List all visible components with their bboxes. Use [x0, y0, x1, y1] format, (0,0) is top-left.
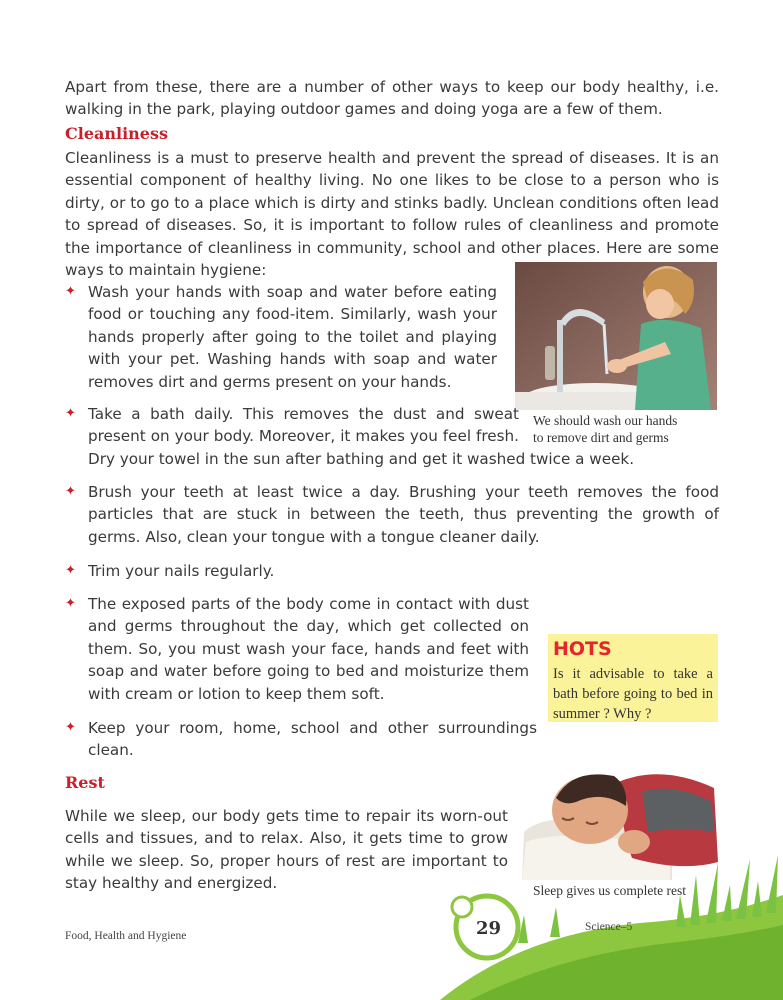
hots-title: HOTS [553, 638, 612, 660]
bullet-text: Brush your teeth at least twice a day. Brushing your teeth removes the food particles that are stuck in between the teeth, thus preventing the growth of germs. Also, clean your tongue with a tongue cleaner daily. [88, 483, 719, 546]
hots-question: Is it advisable to take a bath before going to bed in summer ? Why ? [553, 666, 713, 722]
cleanliness-paragraph-text: Cleanliness is a must to preserve health and prevent the spread of diseases. It is an essential component of healthy living. No one likes to be close to a person who is dirty, or to go to a place which is dirty and stinks badly. Unclean conditions often lead to spread of diseases. So, it is important to follow rules of cleanliness and promote the importance of cleanliness in community, school and other places. Here are some ways to maintain hygiene: [65, 149, 719, 280]
handwash-caption-line2: to remove dirt and germs [533, 430, 669, 445]
bullet-star-icon: ✦ [65, 284, 76, 299]
bullet-text: Trim your nails regularly. [88, 562, 275, 580]
page-number: 29 [476, 918, 502, 939]
bullet-teeth [65, 481, 719, 548]
hots-box [548, 634, 718, 722]
bullet-star-icon: ✦ [65, 563, 76, 578]
handwash-photo [515, 262, 717, 410]
bullet-surroundings [65, 717, 537, 762]
intro-paragraph: Apart from these, there are a number of other ways to keep our body healthy, i.e. walking in the park, playing outdoor games and doing yoga are a few of them. [65, 78, 719, 119]
sleep-caption: Sleep gives us complete rest [533, 883, 686, 898]
rest-heading: Rest [65, 773, 105, 792]
bullet-star-icon: ✦ [65, 484, 76, 499]
bullet-wash-hands [65, 281, 497, 393]
handwash-caption-line1: We should wash our hands [533, 413, 678, 428]
bullet-star-icon: ✦ [65, 596, 76, 611]
footer-subject: Science–5 [585, 921, 633, 933]
bullet-nails [65, 560, 719, 582]
rest-paragraph: While we sleep, our body gets time to repair its worn-out cells and tissues, and to relax. Also, it gets time to grow while we sleep. So, proper hours of rest are important to stay healthy and energized. [65, 807, 508, 893]
bullet-text: Keep your room, home, school and other surroundings clean. [88, 719, 537, 760]
bullet-text: Wash your hands with soap and water before eating food or touching any food-item. Similarly, wash your hands properly after going to the toilet and playing with your pet. Washing hands with soap and water removes dirt and germs present on your hands. [88, 283, 497, 391]
footer-chapter: Food, Health and Hygiene [65, 930, 187, 942]
bullet-bath [65, 403, 719, 470]
bullet-star-icon: ✦ [65, 720, 76, 735]
handwash-illustration [515, 262, 717, 410]
bullet-star-icon: ✦ [65, 406, 76, 421]
bullet-text: The exposed parts of the body come in contact with dust and germs throughout the day, which get collected on them. So, you must wash your face, hands and feet with soap and water before going to bed and moisturize them with cream or lotion to keep them soft. [88, 595, 529, 703]
bullet-text: Take a bath daily. This removes the dust and sweat present on your body. Moreover, it makes you feel fresh. Dry your towel in the sun after bathing and get it washed twice a week. [88, 405, 635, 468]
cleanliness-heading: Cleanliness [65, 124, 168, 143]
